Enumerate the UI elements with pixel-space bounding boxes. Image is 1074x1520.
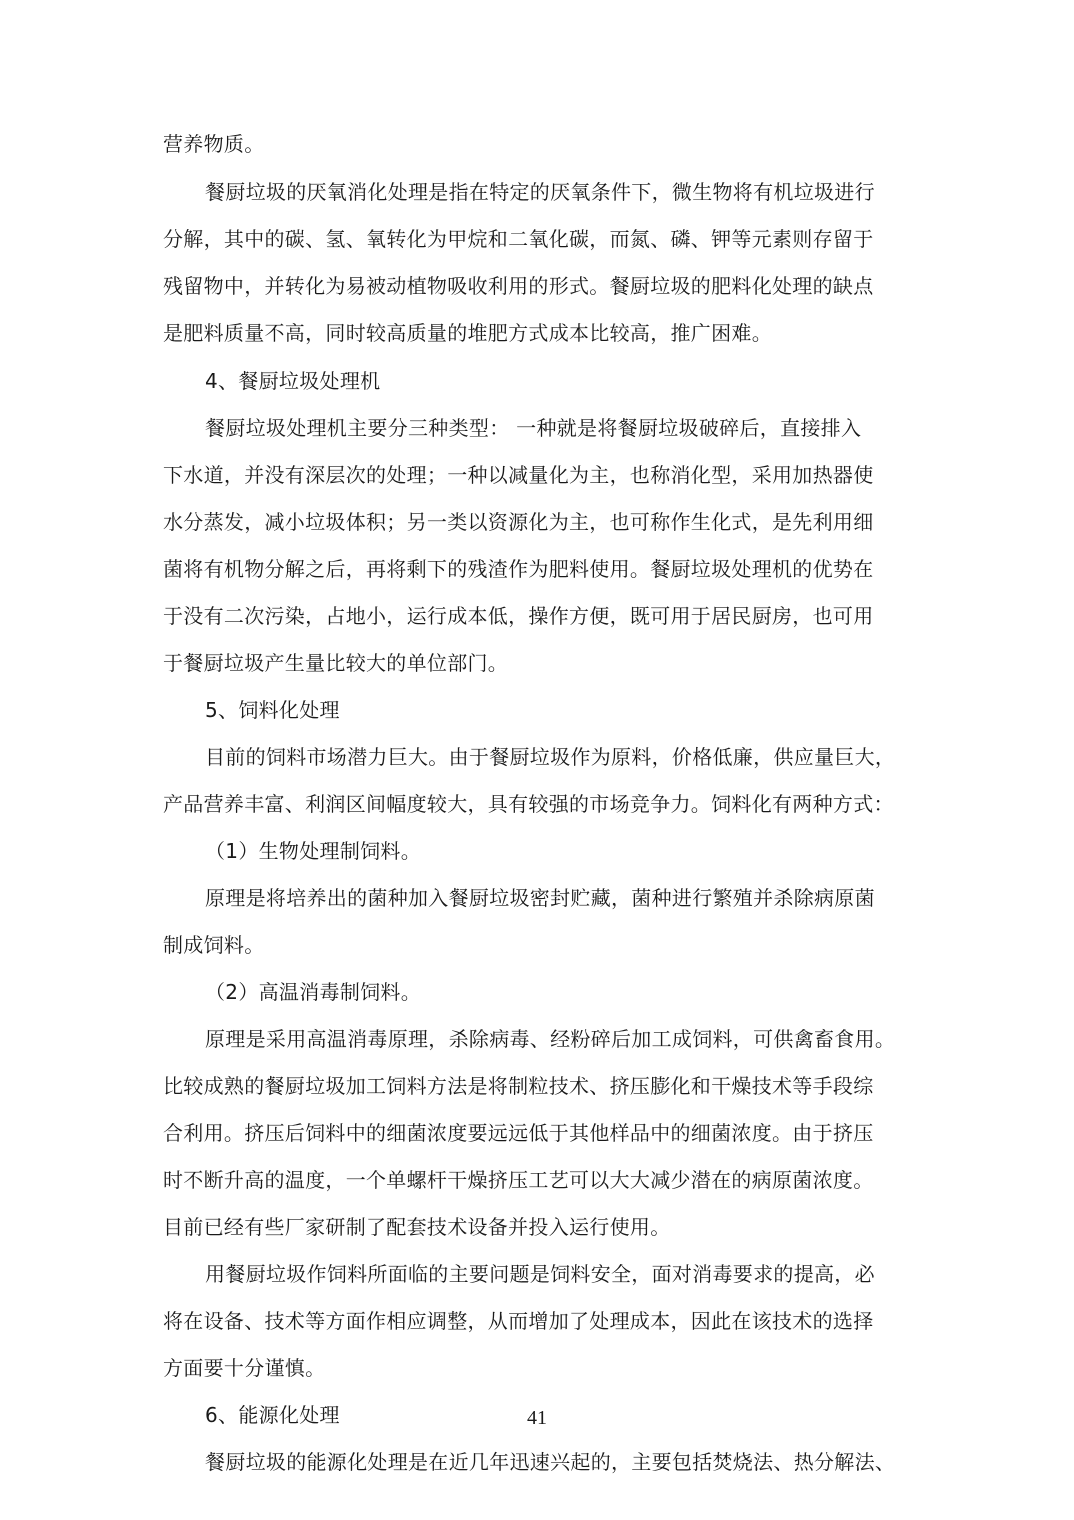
text-line: 时不断升高的温度，一个单螺杆干燥挤压工艺可以大大减少潜在的病原菌浓度。 [163,1168,874,1192]
section-heading: 5、饲料化处理 [205,698,340,722]
paragraph-first-line: 餐厨垃圾处理机主要分三种类型： 一种就是将餐厨垃圾破碎后，直接排入 [205,416,862,440]
paragraph-first-line: 用餐厨垃圾作饲料所面临的主要问题是饲料安全，面对消毒要求的提高，必 [205,1262,875,1286]
paragraph-first-line: 原理是将培养出的菌种加入餐厨垃圾密封贮藏，菌种进行繁殖并杀除病原菌 [205,886,875,910]
text-line: 残留物中，并转化为易被动植物吸收利用的形式。餐厨垃圾的肥料化处理的缺点 [163,274,874,298]
paragraph-first-line: 目前的饲料市场潜力巨大。由于餐厨垃圾作为原料，价格低廉，供应量巨大， [205,745,896,769]
paragraph-first-line: 餐厨垃圾的能源化处理是在近几年迅速兴起的，主要包括焚烧法、热分解法、 [205,1450,896,1474]
text-line: 分解，其中的碳、氢、氧转化为甲烷和二氧化碳，而氮、磷、钾等元素则存留于 [163,227,874,251]
text-line: 是肥料质量不高，同时较高质量的堆肥方式成本比较高，推广困难。 [163,321,772,345]
text-line: 目前已经有些厂家研制了配套技术设备并投入运行使用。 [163,1215,671,1239]
subsection-heading: （1）生物处理制饲料。 [205,839,422,863]
text-line: 营养物质。 [163,132,265,156]
text-line: 于没有二次污染，占地小，运行成本低，操作方便，既可用于居民厨房，也可用 [163,604,874,628]
paragraph-first-line: 原理是采用高温消毒原理，杀除病毒、经粉碎后加工成饲料，可供禽畜食用。 [205,1027,896,1051]
section-heading: 6、能源化处理 [205,1403,340,1427]
page-number: 41 [527,1407,547,1429]
text-line: 产品营养丰富、利润区间幅度较大，具有较强的市场竞争力。饲料化有两种方式： [163,792,894,816]
text-line: 将在设备、技术等方面作相应调整，从而增加了处理成本，因此在该技术的选择 [163,1309,874,1333]
text-line: 合利用。挤压后饲料中的细菌浓度要远远低于其他样品中的细菌浓度。由于挤压 [163,1121,874,1145]
text-line: 水分蒸发，减小垃圾体积；另一类以资源化为主，也可称作生化式，是先利用细 [163,510,874,534]
text-line: 于餐厨垃圾产生量比较大的单位部门。 [163,651,509,675]
text-line: 下水道，并没有深层次的处理；一种以减量化为主，也称消化型，采用加热器使 [163,463,874,487]
text-line: 制成饲料。 [163,933,265,957]
paragraph-first-line: 餐厨垃圾的厌氧消化处理是指在特定的厌氧条件下，微生物将有机垃圾进行 [205,180,875,204]
text-line: 方面要十分谨慎。 [163,1356,326,1380]
section-heading: 4、餐厨垃圾处理机 [205,369,381,393]
text-line: 菌将有机物分解之后，再将剩下的残渣作为肥料使用。餐厨垃圾处理机的优势在 [163,557,874,581]
text-line: 比较成熟的餐厨垃圾加工饲料方法是将制粒技术、挤压膨化和干燥技术等手段综 [163,1074,874,1098]
subsection-heading: （2）高温消毒制饲料。 [205,980,422,1004]
